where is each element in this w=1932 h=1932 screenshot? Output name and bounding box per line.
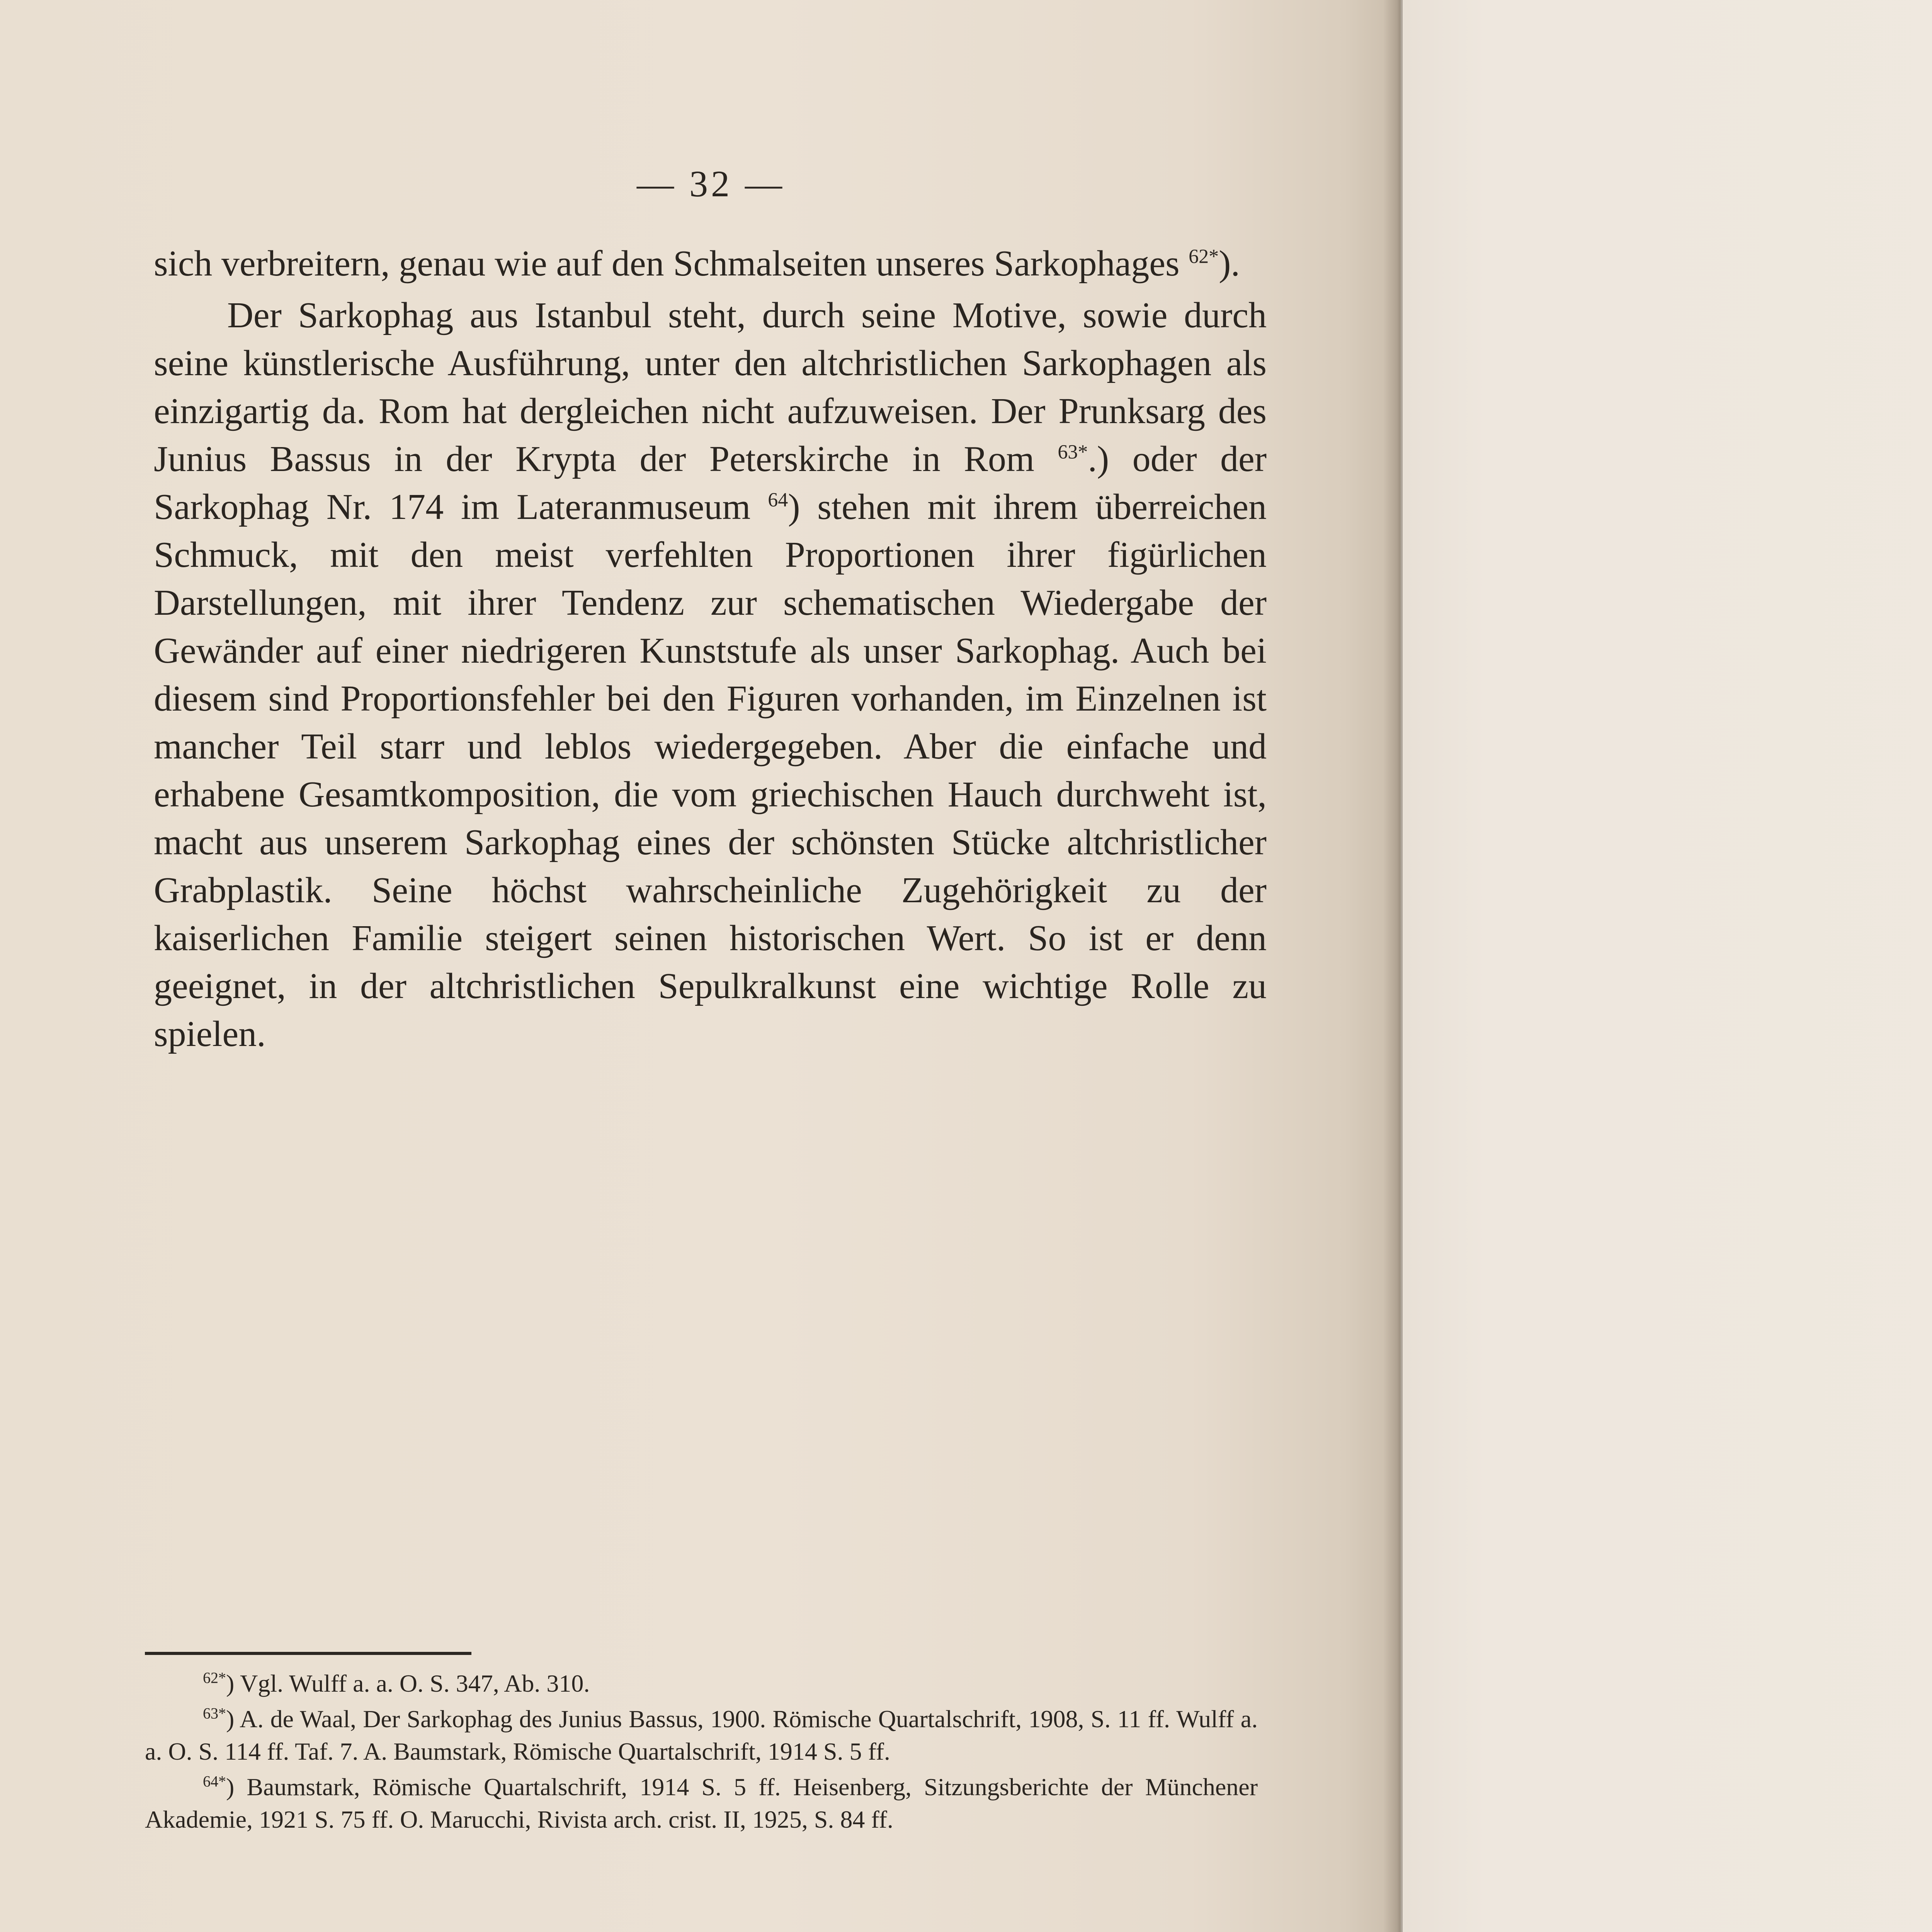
footnote-64-mark: 64* [203, 1772, 226, 1790]
footnote-63-text: ) A. de Waal, Der Sarkophag des Junius Bassus, 1900. Römische Quartalschrift, 1908, S. 11 ff. Wulff a. a. O. S. 114 ff. Taf. 7. A. Baumstark, Römische Quartalschrift, 1914 S. 5 ff. [145, 1705, 1258, 1765]
footnote-ref-63-close: .) [1088, 439, 1109, 479]
body-text [154, 240, 1267, 1058]
footnote-63 [145, 1703, 1258, 1768]
footnotes [145, 1667, 1258, 1839]
footnote-62 [145, 1667, 1258, 1700]
paragraph-2-text-b: oder der Sarkophag Nr. 174 im Lateranmuseum [154, 439, 1267, 527]
page-number: — 32 — [637, 163, 785, 204]
footnote-63-mark: 63* [203, 1704, 226, 1722]
book-gutter [1383, 0, 1403, 1932]
footnote-ref-64: 64 [768, 489, 788, 511]
footnote-ref-62: 62* [1189, 245, 1219, 268]
footnote-62-text: ) Vgl. Wulff a. a. O. S. 347, Ab. 310. [226, 1670, 590, 1697]
footnote-ref-63: 63* [1058, 441, 1088, 463]
footnote-64-text: ) Baumstark, Römische Quartalschrift, 1914 S. 5 ff. Heisenberg, Sitzungsberichte der Münchener Akademie, 1921 S. 75 ff. O. Marucchi, Rivista arch. crist. II, 1925, S. 84 ff. [145, 1773, 1258, 1833]
paragraph-continuation [154, 240, 1267, 287]
footnote-divider [145, 1652, 471, 1655]
right-page-blank [1403, 0, 1932, 1932]
footnote-62-mark: 62* [203, 1669, 226, 1687]
footnote-ref-62-close: ). [1219, 243, 1240, 284]
paragraph-2-text-c: stehen mit ihrem überreichen Schmuck, mit den meist verfehlten Proportionen ihrer figürlichen Darstellungen, mit ihrer Tendenz zur schematischen Wiedergabe der Gewänder auf einer niedrigeren Kunststufe als unser Sarkophag. Auch bei diesem sind Proportionsfehler bei den Figuren vorhanden, im Einzelnen ist mancher Teil starr und leblos wiedergegeben. Aber die einfache und erhabene Gesamtkomposition, die vom griechischen Hauch durchweht ist, macht aus unserem Sarkophag eines der schönsten Stücke altchristlicher Grabplastik. Seine höchst wahrscheinliche Zugehörigkeit zu der kaiserlichen Familie steigert seinen historischen Wert. So ist er denn geeignet, in der altchristlichen Sepulkralkunst eine wichtige Rolle zu spielen. [154, 487, 1267, 1054]
footnote-ref-64-close: ) [788, 487, 800, 527]
footnote-64 [145, 1771, 1258, 1836]
paragraph-2-text-a: Der Sarkophag aus Istanbul steht, durch seine Motive, sowie durch seine künstlerische Ausführung, unter den altchristlichen Sarkophagen als einzigartig da. Rom hat dergleichen nicht aufzuweisen. Der Prunksarg des Junius Bassus in der Krypta der Peterskirche in Rom [154, 295, 1267, 479]
paragraph-1-text: sich verbreitern, genau wie auf den Schmalseiten unseres Sarkophages [154, 243, 1180, 284]
paragraph-main [154, 291, 1267, 1058]
